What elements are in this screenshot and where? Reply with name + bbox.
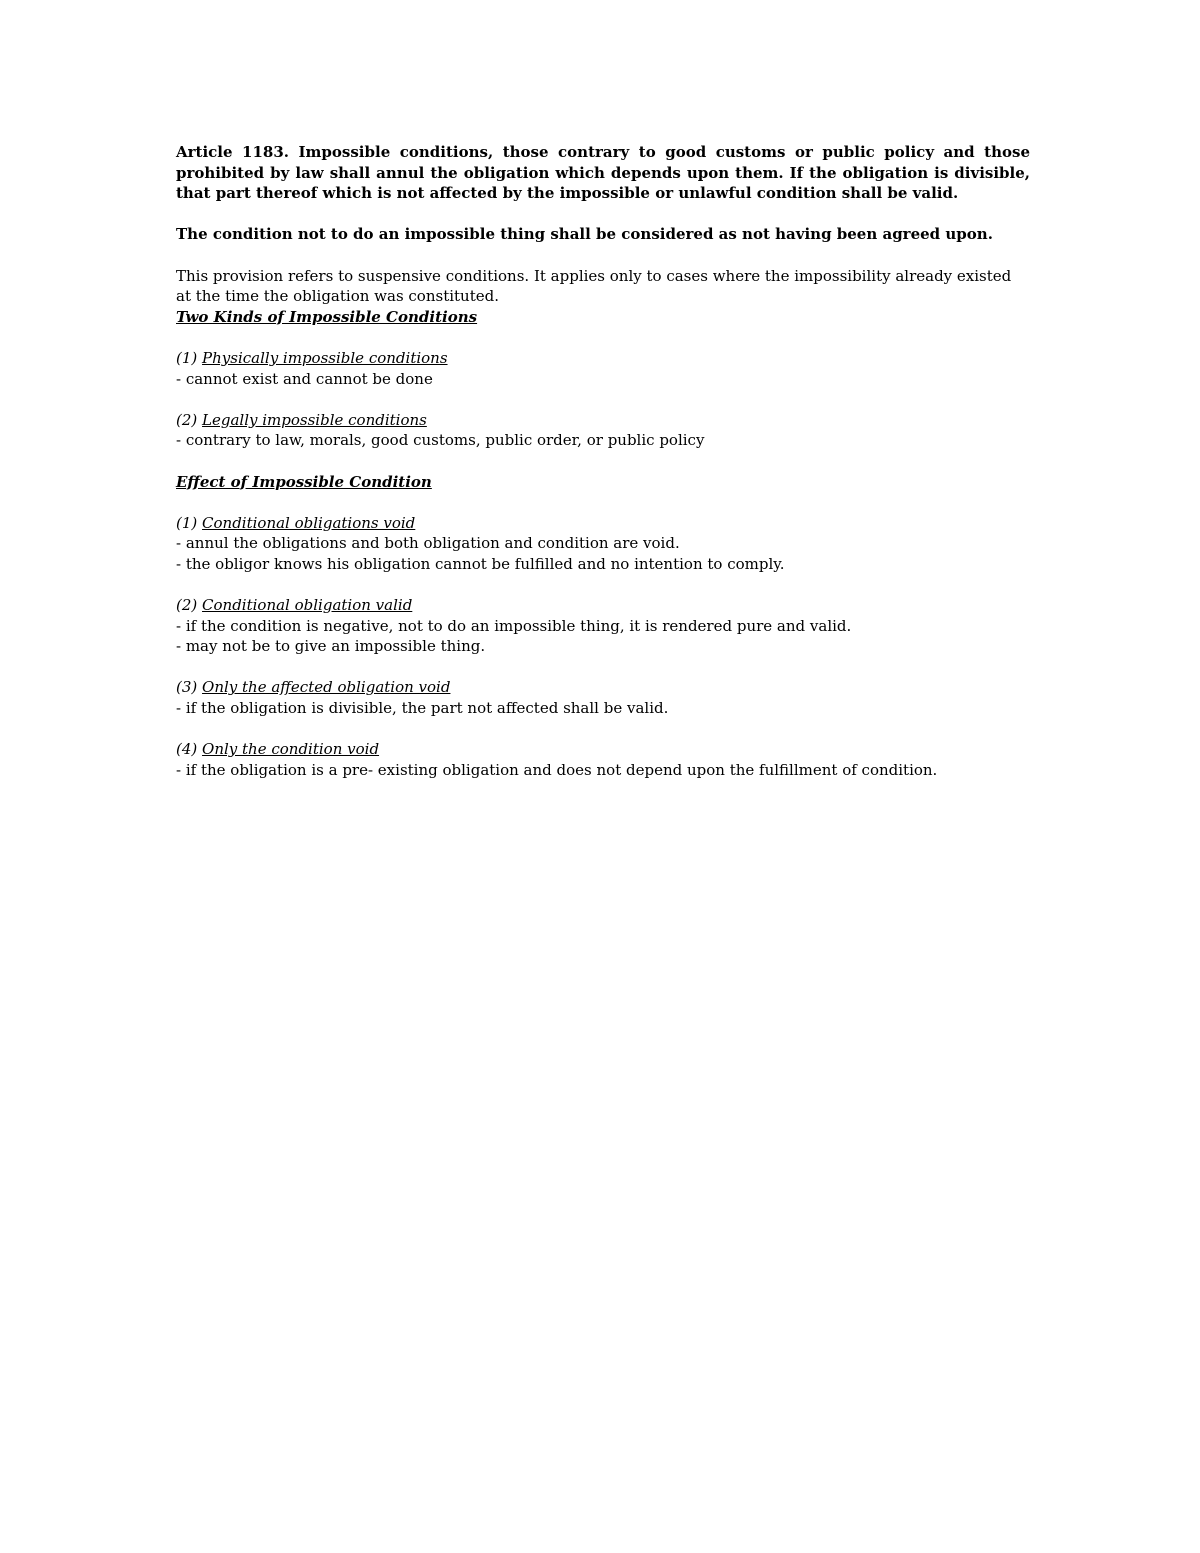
two-kinds-item-2-heading [176, 410, 1030, 431]
article-paragraph: Article 1183. Impossible conditions, those contrary to good customs or public policy and those prohibited by law shall annul the obligation which depends upon them. If the obligation is divisible, that part thereof which is not affected by the impossible or unlawful condition shall be valid. [176, 143, 1030, 203]
effect-item-3-heading [176, 677, 1030, 698]
two-kinds-item-1-heading [176, 348, 1030, 369]
item-number: (1) [176, 513, 198, 532]
effect-item-4-heading [176, 739, 1030, 760]
item-title: Only the condition void [202, 740, 380, 759]
spacer [176, 327, 1030, 348]
document-page [176, 142, 1030, 780]
effect-item-1-line: - annul the obligations and both obligation and condition are void. [176, 534, 680, 553]
item-title: Physically impossible conditions [202, 348, 448, 367]
item-title: Conditional obligations void [202, 513, 416, 532]
spacer [176, 245, 1030, 266]
effect-item-4-line: - if the obligation is a pre- existing obligation and does not depend upon the fulfillment of condition. [176, 760, 938, 779]
two-kinds-item-2-line: - contrary to law, morals, good customs, public order, or public policy [176, 431, 705, 450]
effect-heading: Effect of Impossible Condition [176, 472, 432, 491]
spacer [176, 204, 1030, 225]
item-number: (2) [176, 596, 198, 615]
item-number: (4) [176, 740, 198, 759]
item-number: (3) [176, 678, 198, 697]
spacer [176, 719, 1030, 740]
item-title: Only the affected obligation void [202, 678, 451, 697]
effect-item-2-line: - may not be to give an impossible thing. [176, 637, 486, 656]
intro-paragraph: This provision refers to suspensive conditions. It applies only to cases where the impossibility already existed at the time the obligation was constituted. [176, 266, 1012, 306]
spacer [176, 492, 1030, 513]
effect-item-1-line: - the obligor knows his obligation cannot be fulfilled and no intention to comply. [176, 554, 785, 573]
item-title: Conditional obligation valid [202, 596, 413, 615]
two-kinds-item-1-line: - cannot exist and cannot be done [176, 369, 433, 388]
article-second-paragraph: The condition not to do an impossible thing shall be considered as not having been agreed upon. [176, 225, 993, 244]
effect-item-3-line: - if the obligation is divisible, the part not affected shall be valid. [176, 699, 669, 718]
spacer [176, 657, 1030, 678]
two-kinds-heading: Two Kinds of Impossible Conditions [176, 307, 478, 326]
spacer [176, 574, 1030, 595]
effect-item-1-heading [176, 513, 1030, 534]
item-number: (1) [176, 348, 198, 367]
effect-item-2-heading [176, 595, 1030, 616]
item-title: Legally impossible conditions [202, 410, 427, 429]
spacer [176, 389, 1030, 410]
effect-item-2-line: - if the condition is negative, not to do an impossible thing, it is rendered pure and valid. [176, 616, 852, 635]
spacer [176, 451, 1030, 472]
item-number: (2) [176, 410, 198, 429]
